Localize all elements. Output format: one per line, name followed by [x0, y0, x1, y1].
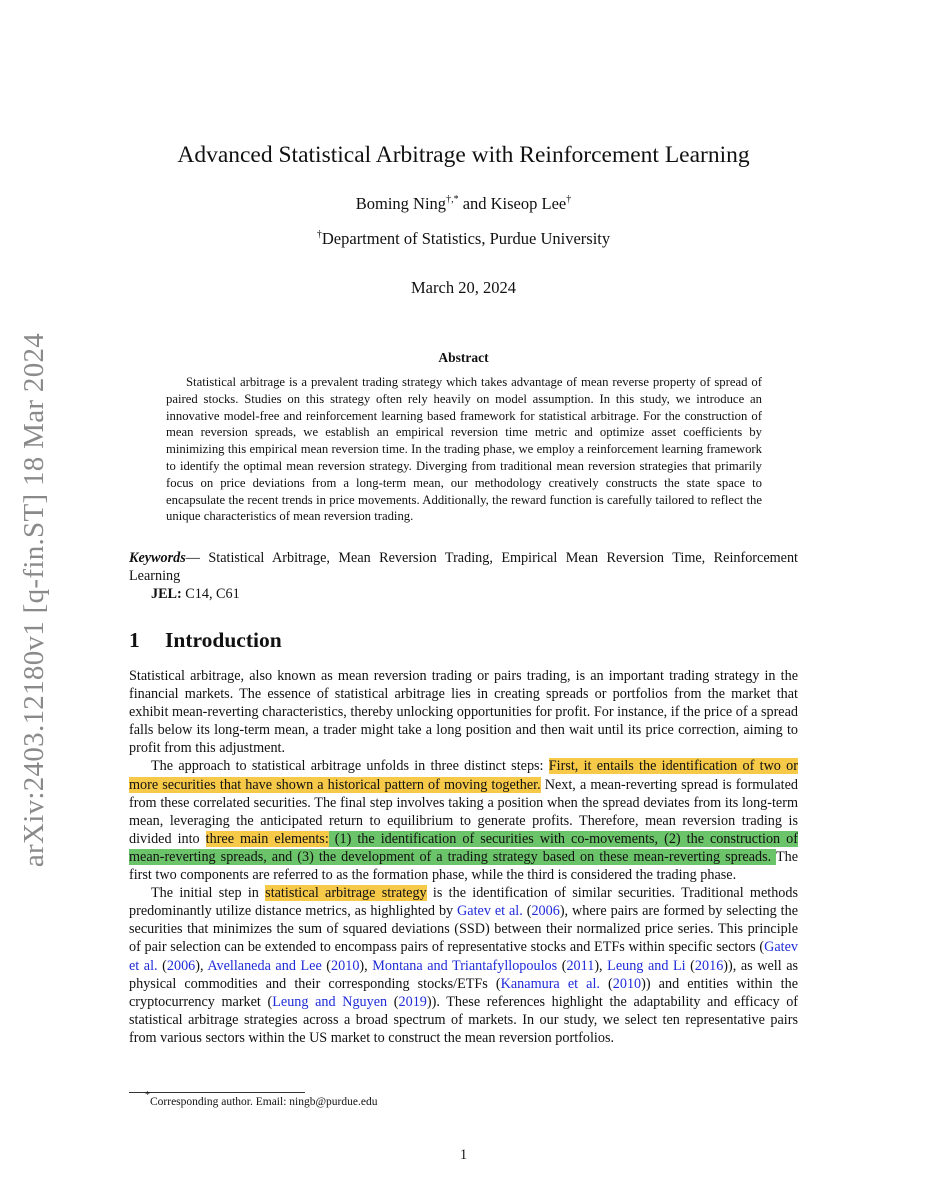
text-run: )), as well as physical commodities and their corresponding stocks/ETFs ( — [129, 957, 799, 992]
text-run: ( — [557, 957, 567, 974]
keywords-label: Keywords — [129, 550, 186, 566]
text-run: ( — [157, 957, 167, 974]
jel-codes — [151, 585, 240, 603]
citation-year-link[interactable]: 2006 — [166, 957, 196, 974]
citation-year-link[interactable]: 2006 — [531, 903, 560, 920]
citation-year-link[interactable]: 2010 — [612, 975, 642, 992]
section-title: Introduction — [165, 628, 282, 652]
text-run: is the identification of similar securities. Traditional methods predominantly utilize distance metrics, as highlighted by — [129, 885, 799, 920]
citation-year-link[interactable]: 2010 — [331, 957, 360, 974]
affiliation-text: Department of Statistics, Purdue University — [321, 229, 611, 248]
section-heading — [129, 628, 282, 653]
highlight-yellow: statistical arbitrage strategy — [265, 885, 427, 902]
text-run: Next, a mean-reverting spread is formulated from these correlated securities. The final step involves taking a position when the spread deviates from its long-term mean, leveraging the anticipated return to equilibrium to generate profits. Therefore, mean reversion trading is divided into — [129, 776, 798, 847]
text-run: ), — [359, 957, 373, 974]
footnote-mark: * — [145, 1090, 150, 1101]
jel-label: JEL: — [151, 586, 182, 602]
footnote-rule — [129, 1092, 305, 1093]
footnote-text: Corresponding author. Email: ningb@purdue.edu — [150, 1096, 378, 1108]
section-body — [129, 667, 798, 1047]
abstract-heading: Abstract — [438, 350, 489, 365]
text-run: ), where pairs are formed by selecting the securities that minimizes the sum of squared deviations (SSD) between their normalized price series. This principle of pair selection can be extended to encompass pairs of representative stocks and ETFs within specific sectors ( — [129, 903, 798, 956]
text-run: ), — [594, 957, 608, 974]
text-run: ( — [599, 975, 613, 992]
keywords — [129, 549, 798, 585]
highlight-yellow: First, it entails the identification of two or more securities that have shown a historical pattern of moving together. — [129, 758, 798, 793]
highlight-green: (1) the identification of securities with co-movements, (2) the construction of mean-reverting spreads, and (3) the development of a trading strategy based on these mean-reverting spreads. — [129, 830, 798, 865]
author-conjunction: and — [462, 194, 487, 213]
affiliation-mark: † — [316, 229, 322, 240]
citation-link[interactable]: Montana and Triantafyllopoulos — [372, 957, 558, 974]
text-run: ), — [195, 957, 208, 974]
jel-text: C14, C61 — [181, 586, 240, 602]
highlight-yellow: three main elements: — [205, 830, 329, 847]
text-run: ( — [522, 903, 532, 920]
author-mark: † — [566, 194, 572, 205]
affiliation — [0, 229, 927, 249]
keywords-dash: — — [185, 550, 200, 566]
citation-year-link[interactable]: 2016 — [694, 957, 724, 974]
abstract-text: Statistical arbitrage is a prevalent trading strategy which takes advantage of mean reverse property of spread of paired stocks. Studies on this strategy often rely heavily on model assumption. In this study, we introduce an innovative model-free and reinforcement learning based framework for statistical arbitrage. For the construction of mean reversion spreads, we establish an empirical reversion time metric and optimize asset coefficients by minimizing this empirical mean reversion time. In the trading phase, we employ a reinforcement learning framework to identify the optimal mean reversion strategy. Diverging from traditional mean reversion strategies that primarily focus on price deviations from a long-term mean, our methodology creatively constructs the state space to encapsulate the recent trends in price movements. Additionally, the reward function is carefully tailored to reflect the unique characteristics of mean reversion trading. — [166, 375, 762, 524]
page-number: 1 — [459, 1147, 468, 1163]
citation-link[interactable]: Leung and Nguyen — [272, 993, 388, 1010]
author-name: Kiseop Lee — [490, 194, 567, 213]
text-run: The initial step in — [151, 885, 266, 902]
author-mark: †,* — [446, 194, 459, 205]
text-run: ( — [685, 957, 695, 974]
footnote — [145, 1090, 378, 1108]
citation-year-link[interactable]: 2019 — [398, 993, 427, 1010]
paragraph — [129, 757, 798, 884]
citation-link[interactable]: Kanamura et al. — [500, 975, 600, 992]
citation-link[interactable]: Avellaneda and Lee — [207, 957, 322, 974]
citation-link[interactable]: Gatev et al. — [457, 903, 523, 920]
keywords-text: Statistical Arbitrage, Mean Reversion Trading, Empirical Mean Reversion Time, Reinforcement Learning — [129, 550, 798, 584]
paragraph: Statistical arbitrage, also known as mean reversion trading or pairs trading, is an important trading strategy in the financial markets. The essence of statistical arbitrage lies in creating spreads or portfolios from the market that exhibit mean-reverting characteristics, thereby unlocking opportunities for profit. For instance, if the price of a spread falls below its long-term mean, a trader might take a long position and then wait until its price correction, aiming to profit from this adjustment. — [129, 668, 798, 757]
paragraph — [129, 884, 798, 1047]
author-line — [0, 194, 927, 214]
text-run: )) and entities within the cryptocurrency market ( — [129, 975, 798, 1010]
text-run: The approach to statistical arbitrage unfolds in three distinct steps: — [151, 758, 549, 775]
text-run: ( — [387, 993, 399, 1010]
citation-year-link[interactable]: 2011 — [566, 957, 595, 974]
paper-date: March 20, 2024 — [411, 278, 516, 297]
text-run: The first two components are referred to as the formation phase, while the third is considered the trading phase. — [129, 848, 798, 884]
arxiv-identifier: arXiv:2403.12180v1 [q-fin.ST] 18 Mar 2024 — [18, 332, 50, 868]
text-run: ( — [321, 957, 332, 974]
citation-link[interactable]: Gatev et al. — [129, 939, 798, 974]
text-run: )). These references highlight the adaptability and efficacy of statistical arbitrage strategies across a broad spectrum of markets. In our study, we select ten representative pairs from various sectors within the US market to construct the mean reversion portfolios. — [129, 993, 799, 1046]
section-number: 1 — [129, 628, 140, 652]
author-name: Boming Ning — [355, 194, 447, 213]
citation-link[interactable]: Leung and Li — [607, 957, 686, 974]
paper-title: Advanced Statistical Arbitrage with Reinforcement Learning — [177, 142, 750, 168]
